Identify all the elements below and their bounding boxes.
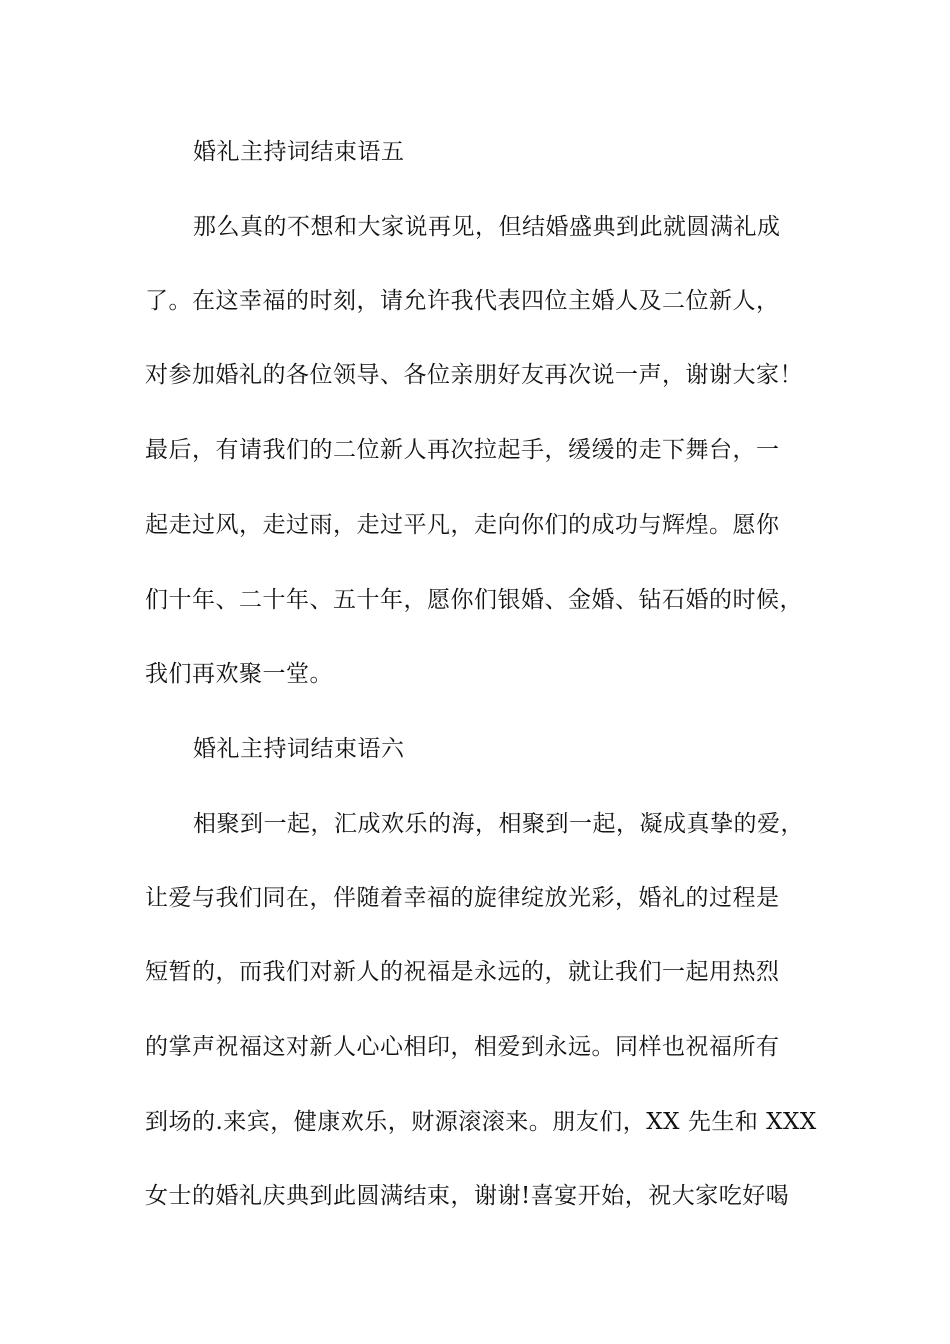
paragraph-line: 起走过风，走过雨，走过平凡，走向你们的成功与辉煌。愿你 <box>145 512 780 538</box>
paragraph-line: 的掌声祝福这对新人心心相印，相爱到永远。同样也祝福所有 <box>145 1034 780 1060</box>
section-heading-5: 婚礼主持词结束语五 <box>193 139 405 165</box>
paragraph-line: 对参加婚礼的各位领导、各位亲朋好友再次说一声，谢谢大家！ <box>145 362 803 388</box>
paragraph-line: 那么真的不想和大家说再见，但结婚盛典到此就圆满礼成 <box>193 214 781 240</box>
paragraph-line: 女士的婚礼庆典到此圆满结束，谢谢!喜宴开始，祝大家吃好喝 <box>145 1183 790 1209</box>
paragraph-line: 最后，有请我们的二位新人再次拉起手，缓缓的走下舞台，一 <box>145 437 780 463</box>
paragraph-line: 们十年、二十年、五十年，愿你们银婚、金婚、钻石婚的时候， <box>145 587 803 613</box>
paragraph-line: 我们再欢聚一堂。 <box>145 661 333 687</box>
paragraph-line: 到场的.来宾，健康欢乐，财源滚滚来。朋友们，XX 先生和 XXX <box>145 1109 817 1135</box>
paragraph-line: 了。在这幸福的时刻，请允许我代表四位主婚人及二位新人， <box>145 288 780 314</box>
section-heading-6: 婚礼主持词结束语六 <box>193 736 405 762</box>
paragraph-line: 让爱与我们同在，伴随着幸福的旋律绽放光彩，婚礼的过程是 <box>145 885 780 911</box>
paragraph-line: 短暂的，而我们对新人的祝福是永远的，就让我们一起用热烈 <box>145 959 780 985</box>
paragraph-line: 相聚到一起，汇成欢乐的海，相聚到一起，凝成真挚的爱， <box>193 811 804 837</box>
